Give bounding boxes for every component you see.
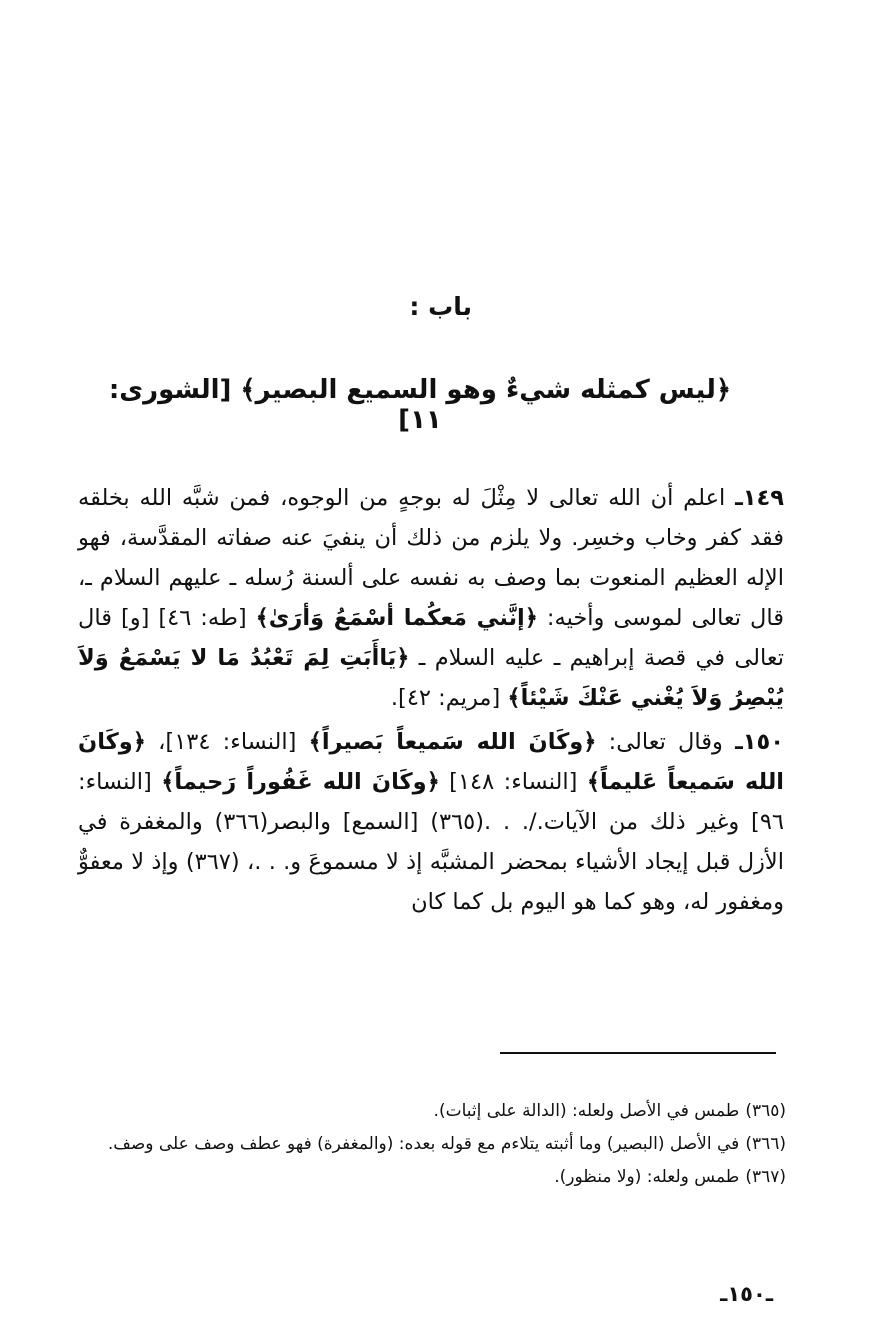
paragraph-text: اعلم أن الله تعالى لا مِثْلَ له بوجهٍ من الوجوه، فمن شبَّه الله بخلقه فقد كفر وخاب وخسِر. ولا يلزم من ذلك أن ينفيَ عنه صفاته المقدَّسة، فهو الإله العظيم المنعوت بما وصف به نفسه على ألسنة رُسله ـ عليهم السلام ـ، قال تعالى لموسى وأخيه: — [78, 485, 784, 631]
footnote-number: (٣٦٥) — [745, 1101, 786, 1121]
paragraph-number: ١٥٠ـ — [735, 729, 784, 755]
paragraph-text: وقال تعالى: — [596, 729, 736, 755]
paragraph-text: [النساء: ١٣٤]، — [145, 729, 309, 755]
paragraph-text: [النساء: ١٤٨] — [439, 769, 587, 795]
footnote-number: (٣٦٦) — [745, 1134, 786, 1154]
footnote-number: (٣٦٧) — [745, 1167, 786, 1187]
footnote-367 — [74, 1164, 786, 1191]
quran-verse: ﴿وكَانَ الله سَميعاً بَصيراً﴾ — [308, 729, 597, 755]
footnote-text: طمس ولعله: (ولا منظور). — [554, 1167, 740, 1187]
paragraph-text: [طه: ٤٦] [و] قال تعالى في قصة إبراهيم ـ عليه السلام ـ — [78, 605, 784, 671]
quran-verse: ﴿يَاأَبَتِ لِمَ تَعْبُدُ مَا لا يَسْمَعُ وَلاَ يُبْصِرُ وَلاَ يُغْني عَنْكَ شَيْئاً﴾ — [78, 645, 784, 711]
footnote-text: في الأصل (البصير) وما أثبته يتلاءم مع قوله بعده: (والمغفرة) فهو عطف وصف على وصف. — [107, 1134, 740, 1154]
main-text — [78, 478, 784, 922]
paragraph-150 — [78, 722, 784, 922]
page-number: ـ١٥٠ـ — [720, 1282, 773, 1306]
quran-verse: ﴿وكَانَ الله سَميعاً عَليماً﴾ — [78, 729, 785, 795]
paragraph-text: [مريم: ٤٢]. — [390, 685, 508, 711]
chapter-label: باب : — [409, 292, 472, 321]
footnotes — [74, 1098, 786, 1197]
chapter-title: ﴿ليس كمثله شيءٌ وهو السميع البصير﴾ [الشورى: ١١] — [108, 375, 732, 435]
paragraph-text: [النساء: ٩٦] وغير ذلك من الآيات./. . .(٣٦٥) [السمع] والبصر(٣٦٦) والمغفرة في الأزل قبل إيجاد الأشياء بمحضر المشبَّه إذ لا مسموعَ و. . .، (٣٦٧) وإذ لا معفوٌّ ومغفور له، وهو كما هو اليوم بل كما كان — [78, 769, 784, 915]
footnote-text: طمس في الأصل ولعله: (الدالة على إثبات). — [433, 1101, 740, 1121]
paragraph-number: ١٤٩ـ — [735, 485, 784, 511]
paragraph-149 — [78, 478, 784, 718]
footnote-366 — [74, 1131, 786, 1158]
quran-verse: ﴿إنَّني مَعكُما أسْمَعُ وَأرَىٰ﴾ — [255, 605, 538, 631]
footnote-divider — [500, 1052, 776, 1054]
quran-verse: ﴿وكَانَ الله غَفُوراً رَحيماً﴾ — [161, 769, 440, 795]
footnote-365 — [74, 1098, 786, 1125]
